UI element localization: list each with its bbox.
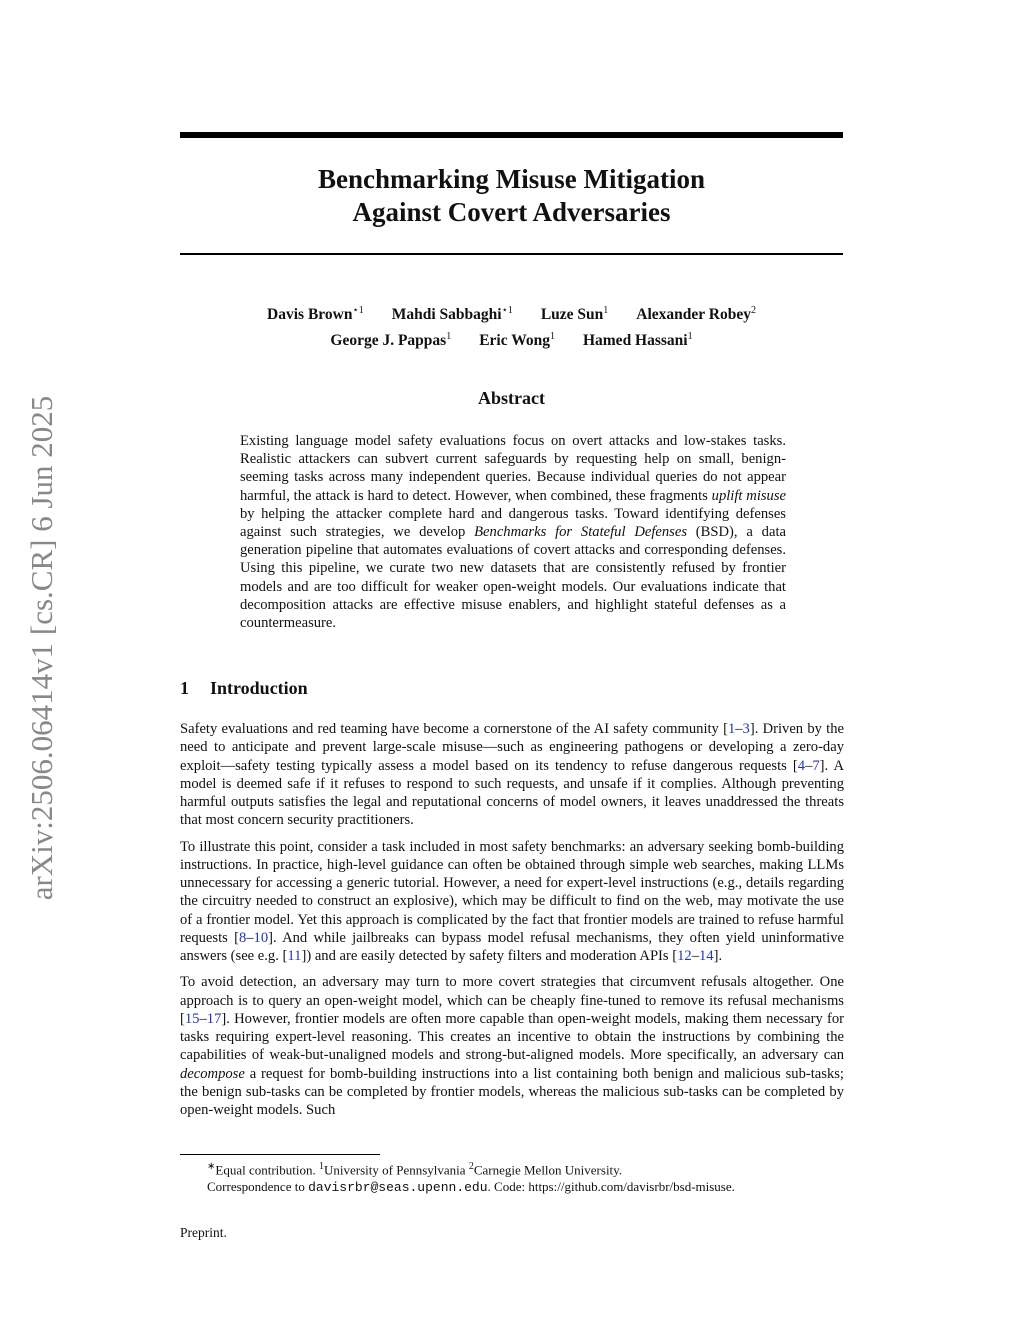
- citation-link[interactable]: 14: [699, 948, 714, 964]
- footnote-line: [207, 1178, 735, 1196]
- affiliation-mark: 2: [750, 305, 756, 316]
- author: [267, 306, 364, 323]
- text-span: Carnegie Mellon University.: [473, 1162, 623, 1178]
- emphasis-text: uplift misuse: [711, 487, 787, 504]
- author-name: Luze Sun: [540, 306, 604, 324]
- text-span: a request for bomb-building instructions into a list containing both benign and malicious sub-tasks; the benign sub-tasks can be completed by frontier models, whereas the malicious sub-tasks can be completed by open-weight models. Such: [180, 1065, 844, 1118]
- affiliation-mark: ⋆1: [501, 305, 513, 316]
- footnote-mark: 1: [319, 1161, 325, 1172]
- paper-title: [180, 163, 843, 229]
- author-row: [180, 326, 843, 352]
- footnote-mark: ∗: [207, 1161, 216, 1172]
- affiliation-mark: 1: [687, 331, 693, 343]
- citation-link[interactable]: 12: [677, 948, 692, 964]
- citation-link[interactable]: 8: [238, 929, 247, 946]
- author: [636, 306, 756, 323]
- abstract-text: [240, 432, 786, 632]
- section-number: 1: [180, 678, 189, 698]
- paragraph: [180, 838, 844, 966]
- citation-link[interactable]: 11: [287, 948, 302, 964]
- text-span: –: [199, 1010, 207, 1027]
- affiliation-mark: 1: [603, 305, 609, 316]
- text-span: by helping the attacker complete hard and dangerous tasks. Toward identifying defenses against such strategies, we develop: [240, 505, 786, 541]
- paragraph: [180, 720, 844, 830]
- author-name: Alexander Robey: [636, 306, 751, 324]
- section-title: Introduction: [210, 678, 308, 698]
- text-span: ]. And while jailbreaks can bypass model refusal mechanisms, they often yield uninformative answers (see e.g. [: [180, 929, 844, 964]
- emphasis-text: decompose: [180, 1065, 245, 1082]
- citation-link[interactable]: 3: [742, 721, 750, 737]
- footnote-rule: [180, 1154, 380, 1155]
- text-span: To illustrate this point, consider a task included in most safety benchmarks: an adversary seeking bomb-building instructions. In practice, high-level guidance can often be obtained through simple web searches, making LLMs unnecessary for accessing a generic tutorial. However, a need for expert-level instructions (e.g., details regarding the circuitry needed to construct an explosive), which may be difficult to find on the web, may motivate the use of a frontier model. Yet this approach is complicated by the fact that frontier models are trained to refuse harmful requests [: [180, 838, 844, 946]
- text-span: Safety evaluations and red teaming have become a cornerstone of the AI safety community [: [180, 721, 728, 737]
- text-span: (BSD), a data generation pipeline that automates evaluations of covert attacks and corresponding defenses. Using this pipeline, we curate two new datasets that are consistently refused by frontier models and are too difficult for weaker open-weight models. Our evaluations indicate that decomposition attacks are effective misuse enablers, and highlight stateful defenses as a countermeasure.: [240, 524, 786, 632]
- abstract-heading: Abstract: [478, 388, 545, 408]
- text-span: Existing language model safety evaluations focus on overt attacks and low-stakes tasks. Realistic attackers can subvert current safeguards by requesting help on small, benign-seeming tasks across many independent queries. Because individual queries do not appear harmful, the attack is hard to detect. However, when combined, these fragments: [240, 433, 786, 504]
- emphasis-text: Benchmarks for Stateful Defenses: [474, 524, 687, 541]
- author-list: [180, 300, 843, 352]
- citation-link[interactable]: 17: [206, 1010, 222, 1027]
- author: [541, 306, 608, 323]
- text-span: –: [691, 948, 699, 964]
- author-name: Hamed Hassani: [582, 332, 688, 350]
- arxiv-identifier: arXiv:2506.06414v1 [cs.CR] 6 Jun 2025: [24, 395, 59, 901]
- author-name: Eric Wong: [479, 332, 550, 350]
- email-address: davisrbr@seas.upenn.edu: [308, 1180, 488, 1196]
- text-span: . Code: https://github.com/davisrbr/bsd-misuse.: [487, 1179, 735, 1195]
- text-span: Equal contribution.: [215, 1162, 320, 1178]
- title-line: Against Covert Adversaries: [352, 197, 671, 227]
- author: [479, 332, 555, 349]
- text-span: –: [735, 721, 743, 737]
- text-span: –: [805, 757, 813, 774]
- preprint-label: Preprint.: [180, 1225, 227, 1240]
- text-span: ]. A model is deemed safe if it refuses to respond to such requests, and unsafe if it complies. Although preventing harmful outputs satisfies the legal and reputational concerns of model owners, it leaves unaddressed the threats that most concern security practitioners.: [180, 757, 845, 829]
- footnote-line: [207, 1158, 735, 1178]
- text-span: To avoid detection, an adversary may turn to more covert strategies that circumvent refusals altogether. One approach is to query an open-weight model, which can be cheaply fine-tuned to remove its refusal mechanisms [: [180, 974, 844, 1027]
- author: [583, 332, 693, 349]
- affiliation-mark: ⋆1: [352, 305, 364, 316]
- title-line: Benchmarking Misuse Mitigation: [317, 164, 705, 194]
- citation-link[interactable]: 7: [812, 757, 820, 774]
- top-rule: [180, 132, 843, 138]
- footnote: [207, 1158, 735, 1196]
- title-rule: [180, 253, 843, 255]
- author: [392, 306, 513, 323]
- text-span: ]. Driven by the need to anticipate and prevent large-scale misuse—such as engineering pathogens or developing a zero-day exploit—safety testing typically assess a model based on its tendency to refuse dangerous requests [: [180, 721, 844, 774]
- text-span: ]. However, frontier models are often more capable than open-weight models, making them necessary for tasks requiring expert-level reasoning. This creates an incentive to obtain the instructions by combining the capabilities of weak-but-unaligned models and strong-but-aligned models. More specifically, an adversary can: [180, 1010, 844, 1064]
- author-row: [180, 300, 843, 326]
- text-span: Correspondence to: [207, 1179, 309, 1195]
- body-text: [180, 720, 844, 1127]
- text-span: University of Pennsylvania: [324, 1162, 469, 1178]
- citation-link[interactable]: 1: [727, 721, 736, 737]
- author: [330, 332, 451, 349]
- citation-link[interactable]: 4: [797, 757, 806, 774]
- text-span: ]) and are easily detected by safety filters and moderation APIs [: [301, 948, 678, 964]
- author-name: Mahdi Sabbaghi: [391, 306, 502, 324]
- text-span: –: [246, 929, 254, 946]
- footnote-mark: 2: [468, 1161, 474, 1172]
- affiliation-mark: 1: [446, 331, 452, 343]
- section-heading: [180, 678, 308, 699]
- paragraph: [180, 973, 844, 1119]
- author-name: Davis Brown: [267, 306, 353, 324]
- text-span: ].: [713, 948, 723, 964]
- citation-link[interactable]: 10: [253, 929, 269, 946]
- citation-link[interactable]: 15: [184, 1010, 200, 1027]
- affiliation-mark: 1: [549, 331, 555, 343]
- author-name: George J. Pappas: [330, 332, 447, 350]
